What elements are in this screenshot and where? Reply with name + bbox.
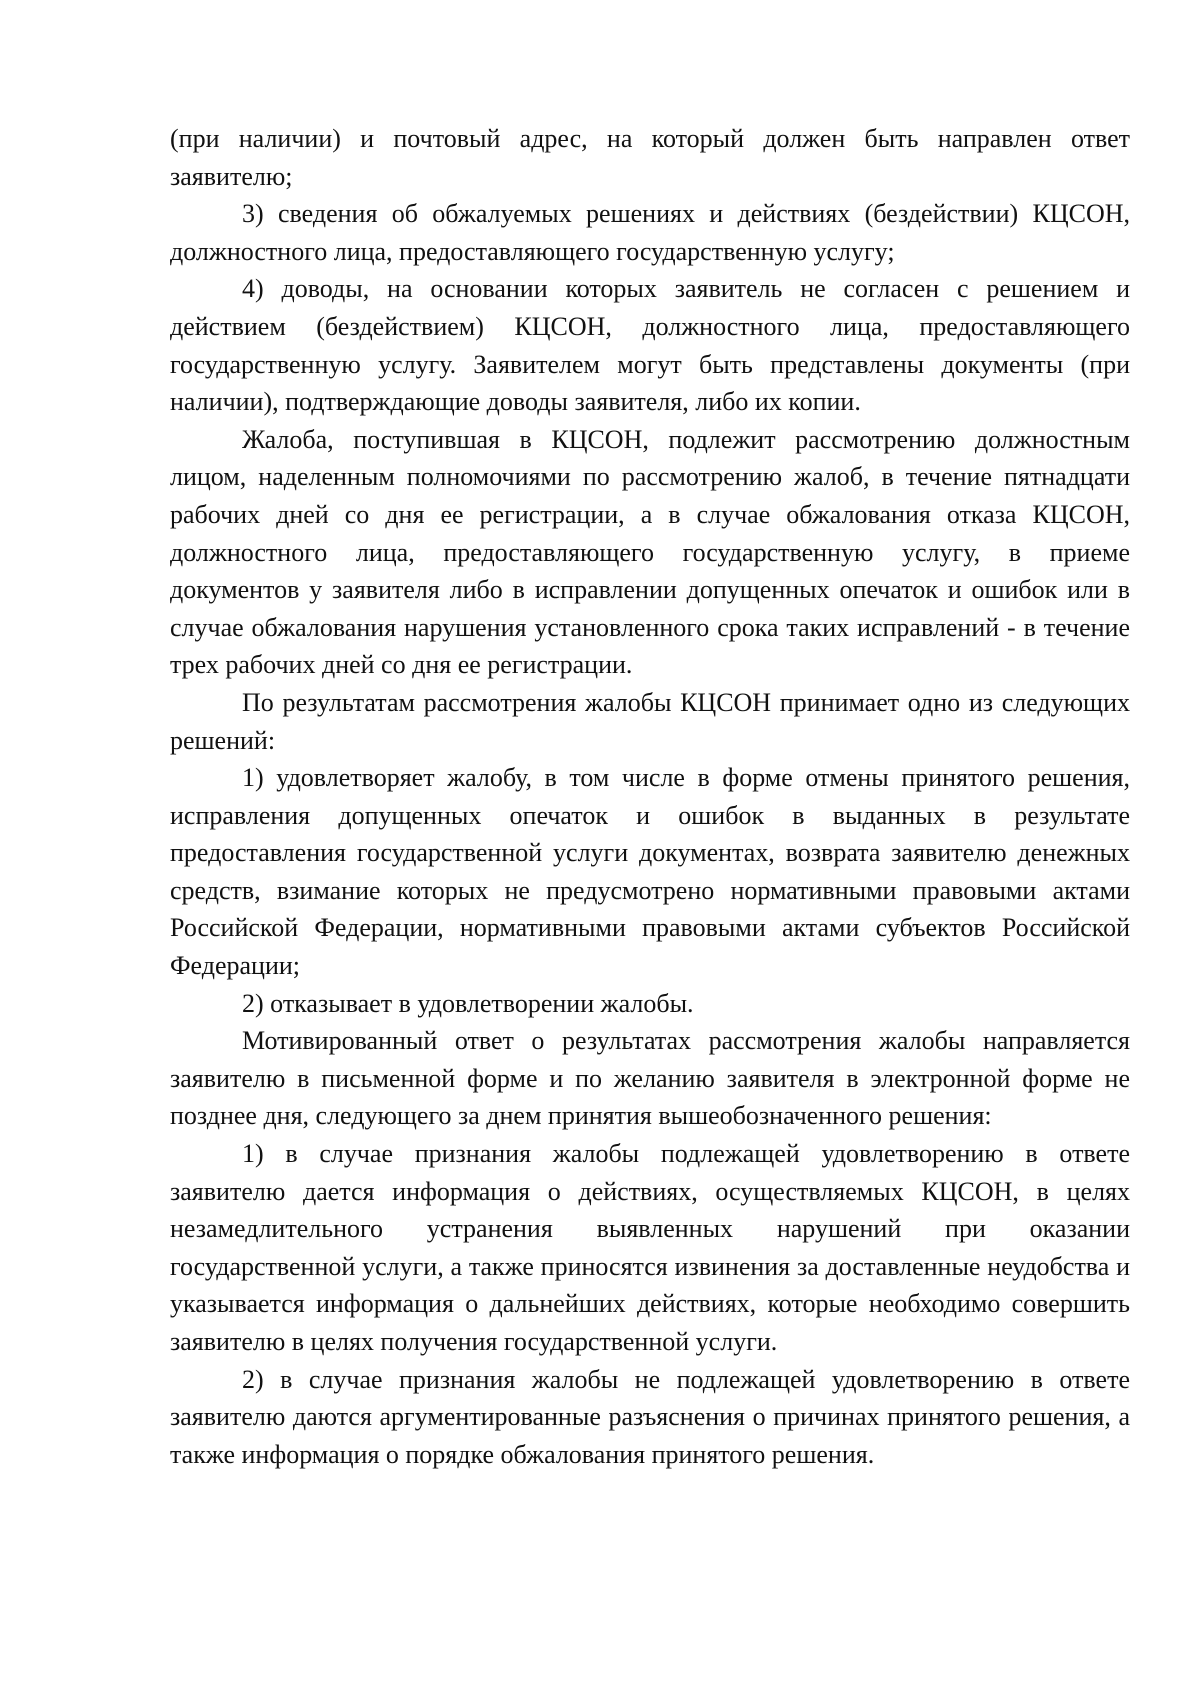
paragraph-item-4: 4) доводы, на основании которых заявитель не согласен с решением и действием (бездействием) КЦСОН, должностного лица, предоставляющего государственную услугу. Заявителем могут быть представлены документы (при наличии), подтверждающие доводы заявителя, либо их копии.	[170, 274, 1130, 417]
paragraph-motivated-answer: Мотивированный ответ о результатах рассмотрения жалобы направляется заявителю в письменной форме и по желанию заявителя в электронной форме не позднее дня, следующего за днем принятия вышеобозначенного решения:	[170, 1026, 1130, 1131]
paragraph-decisions-intro: По результатам рассмотрения жалобы КЦСОН принимает одно из следующих решений:	[170, 687, 1130, 755]
paragraph-complaint-review: Жалоба, поступившая в КЦСОН, подлежит рассмотрению должностным лицом, наделенным полномочиями по рассмотрению жалоб, в течение пятнадцати рабочих дней со дня ее регистрации, а в случае обжалования отказа КЦСОН, должностного лица, предоставляющего государственную услугу, в приеме документов у заявителя либо в исправлении допущенных опечаток и ошибок или в случае обжалования нарушения установленного срока таких исправлений - в течение трех рабочих дней со дня ее регистрации.	[170, 424, 1130, 680]
paragraph-answer-case-2: 2) в случае признания жалобы не подлежащей удовлетворению в ответе заявителю даются аргументированные разъяснения о причинах принятого решения, а также информация о порядке обжалования принятого решения.	[170, 1364, 1130, 1469]
paragraph-address-continuation: (при наличии) и почтовый адрес, на который должен быть направлен ответ заявителю;	[170, 124, 1130, 191]
paragraph-decision-2: 2) отказывает в удовлетворении жалобы.	[242, 988, 694, 1018]
paragraph-decision-1: 1) удовлетворяет жалобу, в том числе в форме отмены принятого решения, исправления допущенных опечаток и ошибок в выданных в результате предоставления государственной услуги документах, возврата заявителю денежных средств, взимание которых не предусмотрено нормативными правовыми актами Российской Федерации, нормативными правовыми актами субъектов Российской Федерации;	[170, 763, 1130, 981]
document-body	[170, 120, 1130, 1473]
paragraph-answer-case-1: 1) в случае признания жалобы подлежащей удовлетворению в ответе заявителю дается информация о действиях, осуществляемых КЦСОН, в целях незамедлительного устранения выявленных нарушений при оказании государственной услуги, а также приносятся извинения за доставленные неудобства и указывается информация о дальнейших действиях, которые необходимо совершить заявителю в целях получения государственной услуги.	[170, 1139, 1130, 1356]
paragraph-item-3: 3) сведения об обжалуемых решениях и действиях (бездействии) КЦСОН, должностного лица, предоставляющего государственную услугу;	[170, 199, 1130, 266]
